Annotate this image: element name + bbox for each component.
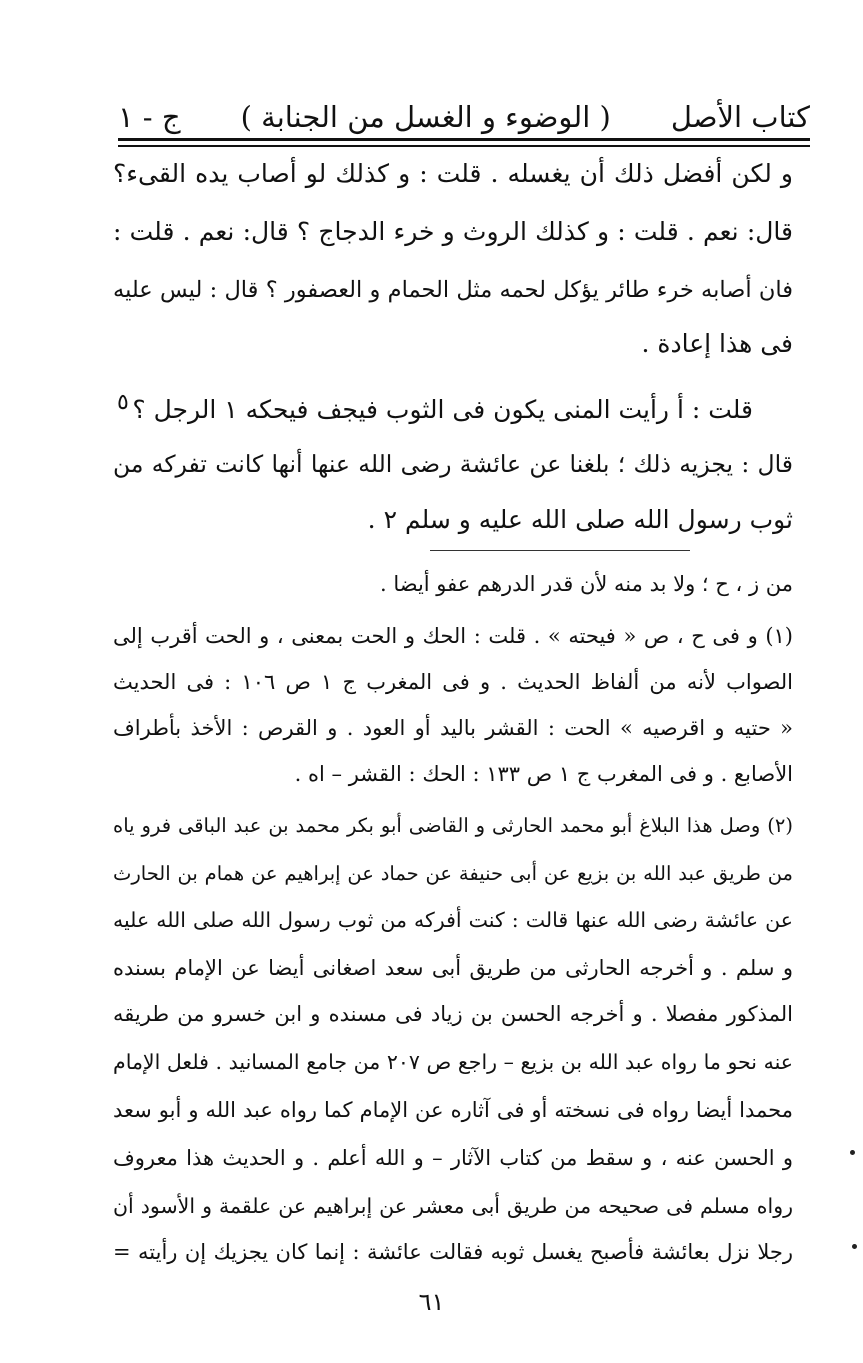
footnote-line: (٢) وصل هذا البلاغ أبو محمد الحارثى و القاضى أبو بكر محمد بن عبد الباقى فرو ياه	[113, 814, 793, 837]
body-line: فى هذا إعادة .	[641, 329, 793, 358]
chapter-title: ( الوضوء و الغسل من الجنابة )	[240, 100, 611, 134]
footnote-line: الأصابع . و فى المغرب ج ١ ص ١٣٣ : الحك : القشر – اه .	[294, 762, 793, 786]
body-line: قال : يجزيه ذلك ؛ بلغنا عن عائشة رضى الله عنها أنها كانت تفركه من	[113, 450, 793, 478]
footnote-line: عنه نحو ما رواه عبد الله بن بزيع – راجع ص ٢٠٧ من جامع المسانيد . فلعل الإمام	[113, 1050, 794, 1074]
body-line: ثوب رسول الله صلى الله عليه و سلم ٢ .	[367, 505, 793, 534]
header-rule-thick	[118, 138, 810, 141]
body-line: فان أصابه خرء طائر يؤكل لحمه مثل الحمام و العصفور ؟ قال : ليس عليه	[113, 277, 793, 303]
footnote-line: « حتيه و اقرصيه » الحت : القشر باليد أو العود . و القرص : الأخذ بأطراف	[113, 716, 793, 740]
line-number-marker: ٥	[117, 390, 129, 415]
footnote-line: و سلم . و أخرجه الحارثى من طريق أبى سعد اصغانى أيضا عن الإمام بسنده	[113, 956, 793, 980]
body-line: قال: نعم . قلت : و كذلك الروث و خرء الدجاج ؟ قال: نعم . قلت :	[113, 217, 793, 246]
volume-label: ج - ١	[118, 100, 181, 134]
running-header	[118, 78, 810, 134]
footnote-line: و الحسن عنه ، و سقط من كتاب الآثار – و الله أعلم . و الحديث هذا معروف	[113, 1146, 793, 1170]
footnote-line: الصواب لأنه من ألفاظ الحديث . و فى المغرب ج ١ ص ١٠٦ : فى الحديث	[113, 670, 793, 694]
footnote-line: من ز ، ح ؛ ولا بد منه لأن قدر الدرهم عفو أيضا .	[379, 572, 793, 596]
body-line: و لكن أفضل ذلك أن يغسله . قلت : و كذلك لو أصاب يده القىء؟	[113, 159, 793, 188]
footnote-line: عن عائشة رضى الله عنها قالت : كنت أفركه من ثوب رسول الله صلى الله عليه	[113, 908, 793, 932]
scan-speck	[852, 1244, 857, 1249]
footnote-line: (١) و فى ح ، ص « فيحته » . قلت : الحك و الحت بمعنى ، و الحت أقرب إلى	[113, 624, 793, 648]
book-title: كتاب الأصل	[670, 100, 810, 134]
footnote-line: المذكور مفصلا . و أخرجه الحسن بن زياد فى مسنده و ابن خسرو من طريقه	[113, 1002, 793, 1026]
footnote-line: محمدا أيضا رواه فى نسخته أو فى آثاره عن الإمام كما رواه عبد الله و أبو سعد	[113, 1098, 793, 1122]
footnote-line: من طريق عبد الله بن بزيع عن أبى حنيفة عن حماد عن إبراهيم عن همام بن الحارث	[113, 862, 793, 885]
body-line: قلت : أ رأيت المنى يكون فى الثوب فيجف فيحكه ١ الرجل ؟	[132, 395, 753, 424]
header-rule-thin	[118, 145, 810, 147]
footnote-separator	[430, 550, 690, 551]
scan-speck	[850, 1150, 855, 1155]
footnote-line: رجلا نزل بعائشة فأصبح يغسل ثوبه فقالت عائشة : إنما كان يجزيك إن رأيته =	[113, 1240, 793, 1264]
footnote-line: رواه مسلم فى صحيحه من طريق أبى معشر عن إبراهيم عن علقمة و الأسود أن	[113, 1194, 793, 1218]
page-number: ٦١	[418, 1288, 445, 1316]
